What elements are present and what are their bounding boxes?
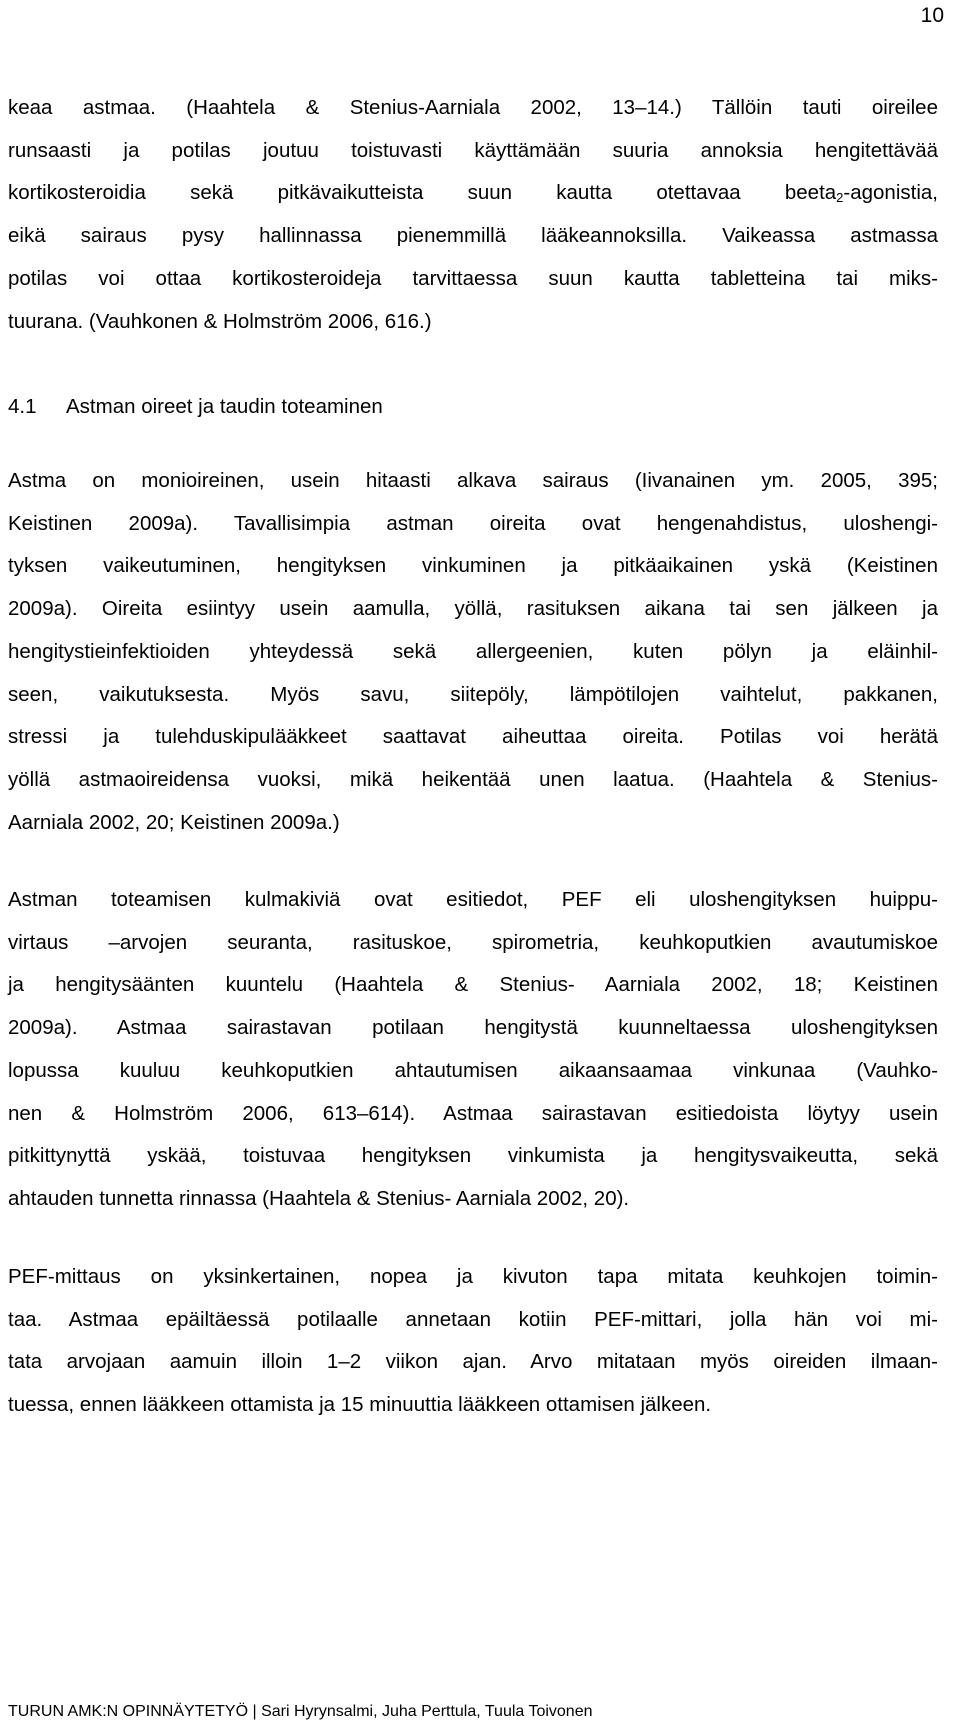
text-line: tuurana. (Vauhkonen & Holmström 2006, 616.) xyxy=(8,309,432,333)
text-line: Keistinen 2009a). Tavallisimpia astman oireita ovat hengenahdistus, uloshengi- xyxy=(8,511,938,535)
paragraph-3 xyxy=(8,879,938,1221)
text-segment: -agonistia, xyxy=(843,181,938,205)
text-line: Astman toteamisen kulmakiviä ovat esitiedot, PEF eli uloshengityksen huippu- xyxy=(8,888,938,911)
text-line: hengitystieinfektioiden yhteydessä sekä allergeenien, kuten pölyn ja eläinhil- xyxy=(8,639,938,663)
text-line: nen & Holmström 2006, 613–614). Astmaa sairastavan esitiedoista löytyy usein xyxy=(8,1101,938,1125)
text-line: yöllä astmaoireidensa vuoksi, mikä heikentää unen laatua. (Haahtela & Stenius- xyxy=(8,767,938,791)
text-line: tyksen vaikeutuminen, hengityksen vinkuminen ja pitkäaikainen yskä (Keistinen xyxy=(8,554,938,578)
paragraph-1 xyxy=(8,87,938,343)
text-line: Aarniala 2002, 20; Keistinen 2009a.) xyxy=(8,810,340,834)
text-line: pitkittynyttä yskää, toistuvaa hengityksen vinkumista ja hengitysvaikeutta, sekä xyxy=(8,1144,938,1168)
text-line: lopussa kuuluu keuhkoputkien ahtautumisen aikaansaamaa vinkunaa (Vauhko- xyxy=(8,1058,938,1082)
section-heading xyxy=(8,391,383,423)
text-line: eikä sairaus pysy hallinnassa pienemmillä lääkeannoksilla. Vaikeassa astmassa xyxy=(8,224,938,248)
text-line: virtaus –arvojen seuranta, rasituskoe, spirometria, keuhkoputkien avautumiskoe xyxy=(8,930,938,954)
section-title: Astman oireet ja taudin toteaminen xyxy=(66,395,383,418)
text-line: potilas voi ottaa kortikosteroideja tarvittaessa suun kautta tabletteina tai miks- xyxy=(8,266,938,290)
text-line: keaa astmaa. (Haahtela & Stenius-Aarniala 2002, 13–14.) Tällöin tauti oireilee xyxy=(8,96,938,119)
text-line: tata arvojaan aamuin illoin 1–2 viikon ajan. Arvo mitataan myös oireiden ilmaan- xyxy=(8,1350,938,1374)
paragraph-2 xyxy=(8,460,938,844)
page-number: 10 xyxy=(920,4,944,27)
paragraph-4 xyxy=(8,1256,938,1427)
text-line: 2009a). Astmaa sairastavan potilaan hengitystä kuunneltaessa uloshengityksen xyxy=(8,1016,938,1040)
text-line: PEF-mittaus on yksinkertainen, nopea ja kivuton tapa mitata keuhkojen toimin- xyxy=(8,1265,938,1288)
page-footer: TURUN AMK:N OPINNÄYTETYÖ | Sari Hyrynsalmi, Juha Perttula, Tuula Toivonen xyxy=(8,1703,593,1720)
text-line: 2009a). Oireita esiintyy usein aamulla, yöllä, rasituksen aikana tai sen jälkeen ja xyxy=(8,597,938,621)
text-line: stressi ja tulehduskipulääkkeet saattavat aiheuttaa oireita. Potilas voi herätä xyxy=(8,725,938,749)
text-line xyxy=(8,172,938,215)
text-line: ja hengitysäänten kuuntelu (Haahtela & Stenius- Aarniala 2002, 18; Keistinen xyxy=(8,973,938,997)
subscript: 2 xyxy=(836,190,844,206)
text-line: runsaasti ja potilas joutuu toistuvasti käyttämään suuria annoksia hengitettävää xyxy=(8,138,938,162)
text-line: ahtauden tunnetta rinnassa (Haahtela & Stenius- Aarniala 2002, 20). xyxy=(8,1186,630,1210)
text-segment: kortikosteroidia sekä pitkävaikutteista suun kautta otettavaa beeta xyxy=(8,181,837,205)
text-line: Astma on monioireinen, usein hitaasti alkava sairaus (Iivanainen ym. 2005, 395; xyxy=(8,469,938,492)
text-line: tuessa, ennen lääkkeen ottamista ja 15 minuuttia lääkkeen ottamisen jälkeen. xyxy=(8,1393,712,1417)
section-number: 4.1 xyxy=(8,395,37,418)
text-line: taa. Astmaa epäiltäessä potilaalle annetaan kotiin PEF-mittari, jolla hän voi mi- xyxy=(8,1307,938,1331)
text-line: seen, vaikutuksesta. Myös savu, siitepöly, lämpötilojen vaihtelut, pakkanen, xyxy=(8,682,938,706)
